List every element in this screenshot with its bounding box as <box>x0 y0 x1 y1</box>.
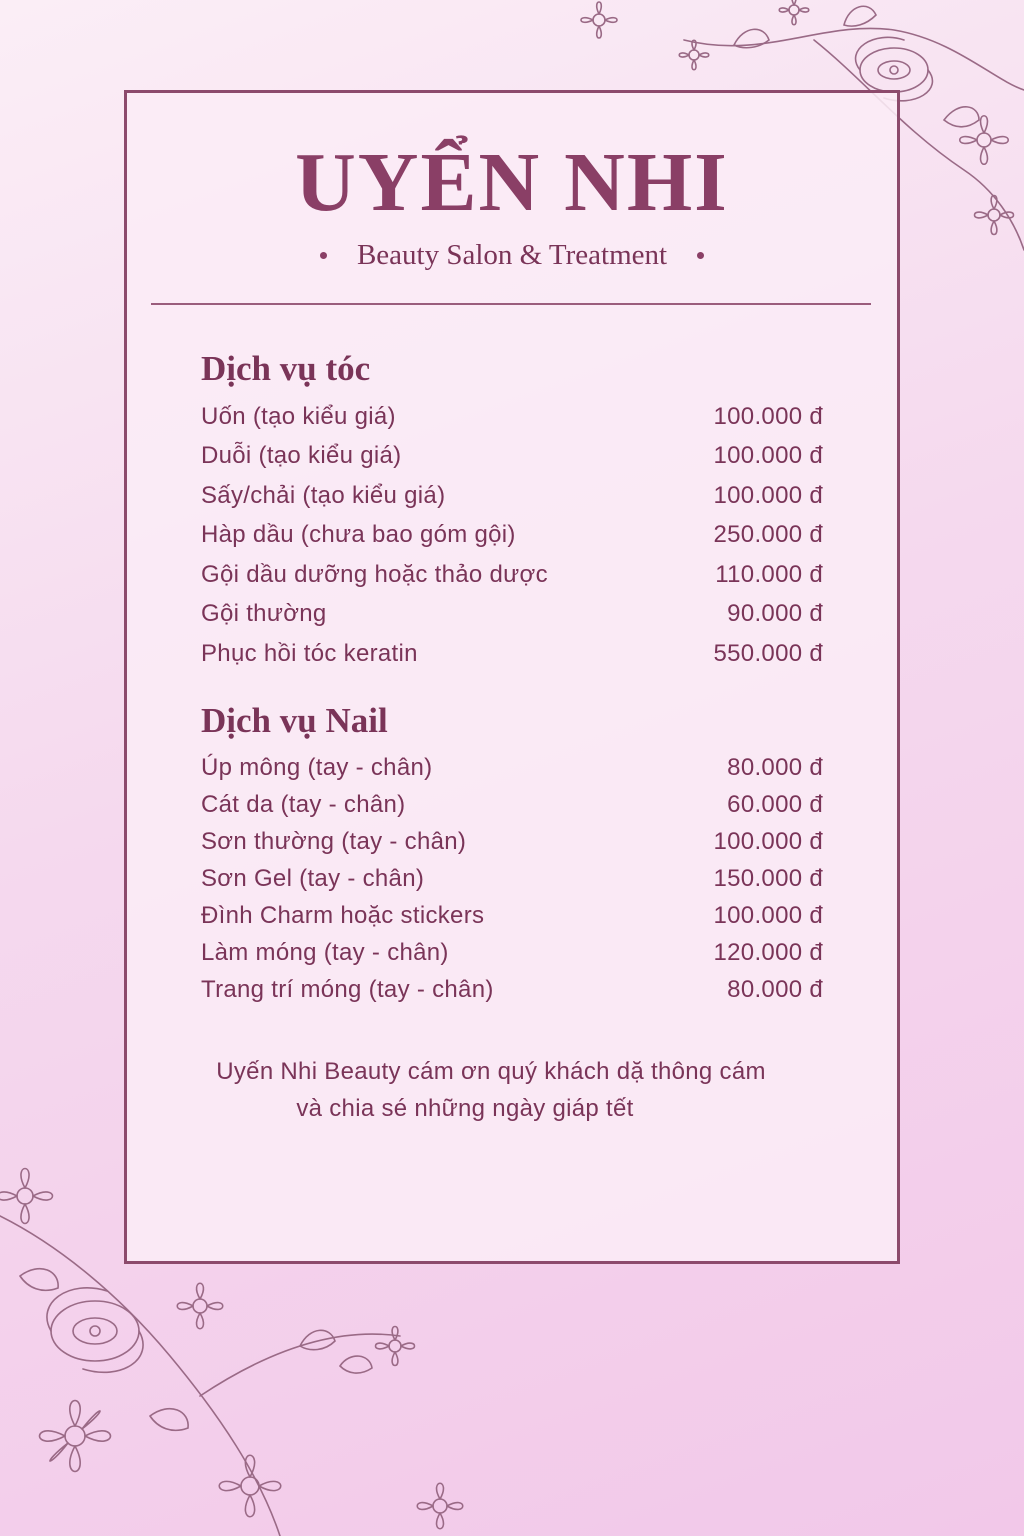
bullet-dot-icon <box>697 252 704 259</box>
service-price: 110.000 đ <box>715 560 823 588</box>
list-item <box>201 397 823 437</box>
service-price: 90.000 đ <box>727 600 823 628</box>
tagline: Beauty Salon & Treatment <box>356 238 668 271</box>
service-price: 250.000 đ <box>713 521 823 549</box>
service-price: 100.000 đ <box>713 827 823 855</box>
list-item <box>201 971 823 1008</box>
list-item <box>201 823 823 860</box>
list-item <box>201 934 823 971</box>
service-price: 100.000 đ <box>713 442 823 470</box>
list-item <box>201 749 823 786</box>
service-name: Trang trí móng (tay - chân) <box>201 975 494 1003</box>
service-name: Sơn Gel (tay - chân) <box>201 864 425 892</box>
divider <box>151 303 871 305</box>
service-name: Gội dầu dưỡng hoặc thảo dược <box>201 560 548 588</box>
service-name: Úp mông (tay - chân) <box>201 753 433 781</box>
service-price: 150.000 đ <box>713 864 823 892</box>
service-name: Sơn thường (tay - chân) <box>201 827 467 855</box>
section-hair-services <box>201 345 823 674</box>
service-name: Sấy/chải (tạo kiểu giá) <box>201 481 446 509</box>
list-item <box>201 634 823 674</box>
service-name: Cát da (tay - chân) <box>201 790 406 818</box>
menu-card <box>124 90 900 1264</box>
list-item <box>201 555 823 595</box>
service-price: 100.000 đ <box>713 481 823 509</box>
service-price: 60.000 đ <box>727 790 823 818</box>
list-item <box>201 476 823 516</box>
footer-note <box>127 1053 897 1127</box>
service-name: Gội thường <box>201 600 327 628</box>
section-title: Dịch vụ tóc <box>201 349 371 388</box>
service-name: Uốn (tạo kiểu giá) <box>201 402 396 430</box>
footer-line-2: và chia sé những ngày giáp tết <box>296 1095 634 1122</box>
bullet-dot-icon <box>320 252 327 259</box>
service-name: Phục hồi tóc keratin <box>201 639 418 667</box>
list-item <box>201 437 823 477</box>
section-nail-services <box>201 697 823 1008</box>
service-price: 550.000 đ <box>713 639 823 667</box>
list-item <box>201 897 823 934</box>
tagline-row <box>127 233 897 277</box>
brand-title: UYỂN NHI <box>295 136 729 229</box>
service-price: 100.000 đ <box>713 901 823 929</box>
service-price: 120.000 đ <box>713 938 823 966</box>
service-name: Đình Charm hoặc stickers <box>201 901 485 929</box>
service-price: 80.000 đ <box>727 975 823 1003</box>
list-item <box>201 595 823 635</box>
list-item <box>201 516 823 556</box>
service-name: Làm móng (tay - chân) <box>201 938 449 966</box>
service-price: 80.000 đ <box>727 753 823 781</box>
footer-line-1: Uyến Nhi Beauty cám ơn quý khách dặ thông cám <box>216 1058 766 1085</box>
list-item <box>201 786 823 823</box>
service-name: Hàp dầu (chưa bao góm gội) <box>201 521 516 549</box>
service-price: 100.000 đ <box>713 402 823 430</box>
service-name: Duỗi (tạo kiểu giá) <box>201 442 402 470</box>
section-title: Dịch vụ Nail <box>201 701 388 740</box>
list-item <box>201 860 823 897</box>
